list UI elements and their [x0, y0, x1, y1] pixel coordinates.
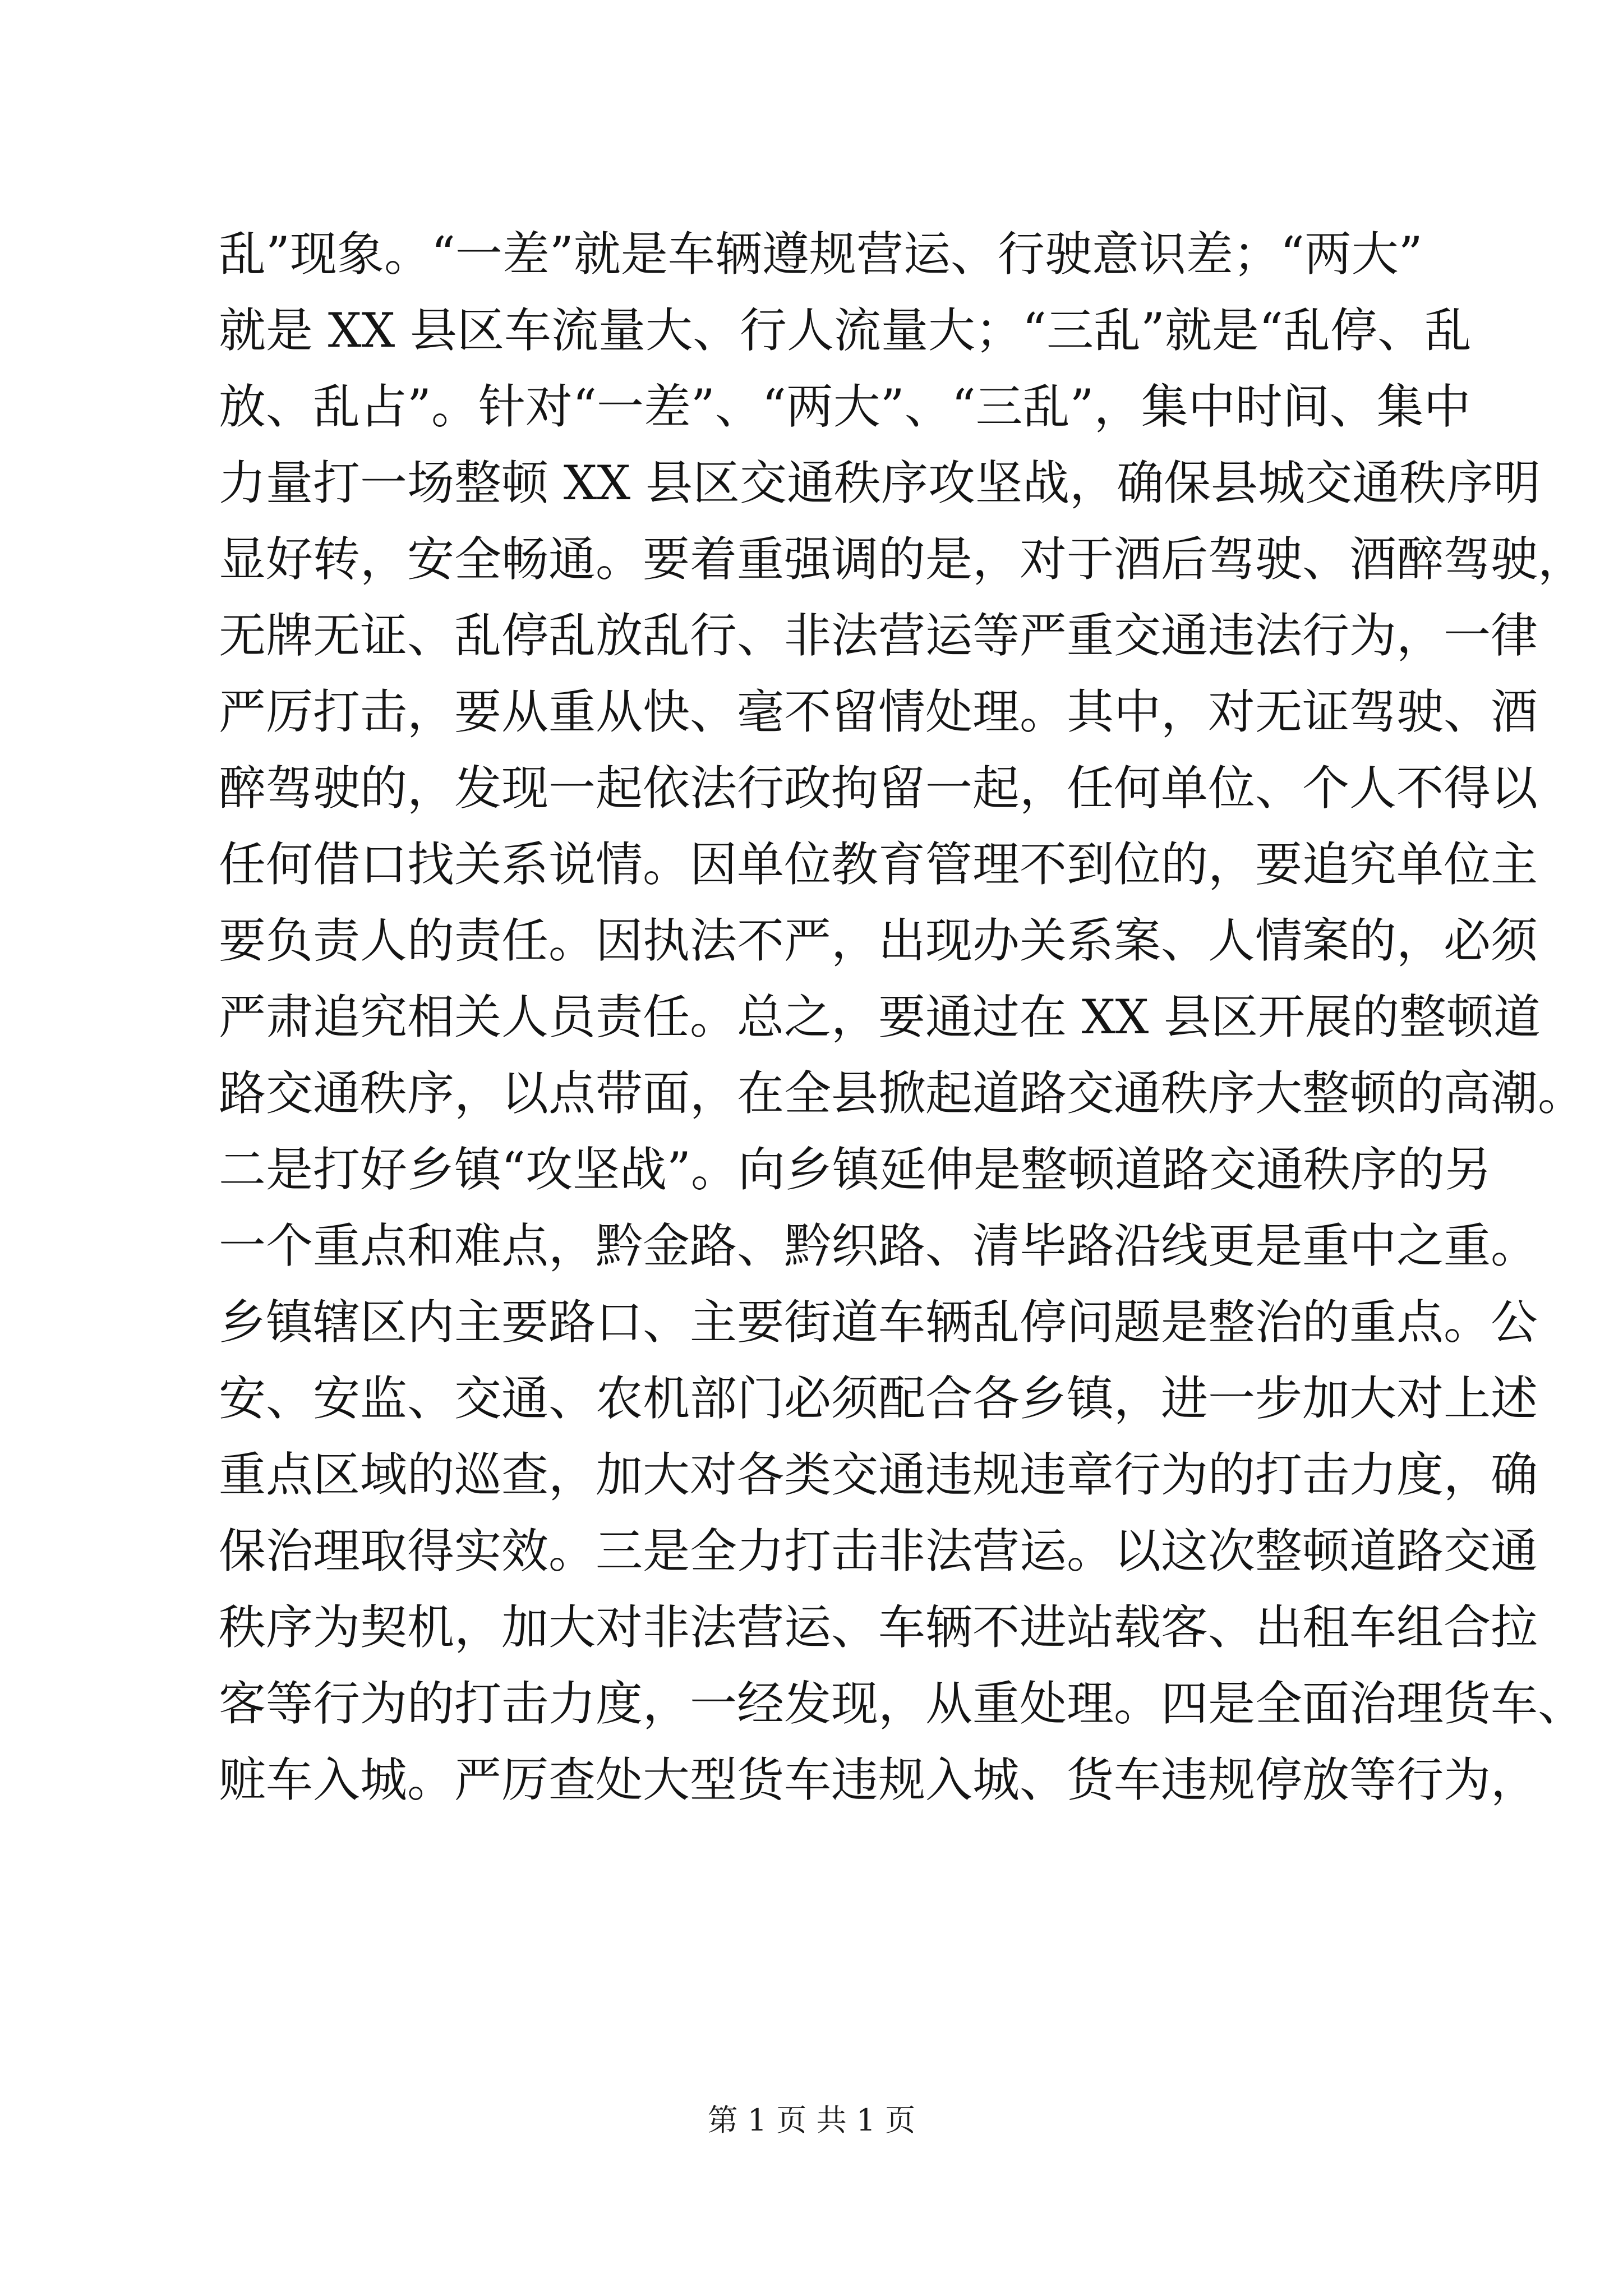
text-line: 力量打一场整顿 XX 县区交通秩序攻坚战，确保县城交通秩序明: [219, 455, 1541, 510]
text-line: 就是 XX 县区车流量大、行人流量大；“三乱”就是“乱停、乱: [219, 303, 1472, 358]
text-line: 任何借口找关系说情。因单位教育管理不到位的，要追究单位主: [219, 837, 1538, 892]
text-line: 无牌无证、乱停乱放乱行、非法营运等严重交通违法行为，一律: [219, 608, 1538, 663]
text-line: 路交通秩序，以点带面，在全县掀起道路交通秩序大整顿的高潮。: [219, 1066, 1585, 1121]
text-line: 要负责人的责任。因执法不严，出现办关系案、人情案的，必须: [219, 913, 1538, 968]
text-line: 赃车入城。严厉查处大型货车违规入城、货车违规停放等行为，: [219, 1752, 1538, 1807]
text-line: 严肃追究相关人员责任。总之，要通过在 XX 县区开展的整顿道: [219, 990, 1541, 1045]
text-line: 乡镇辖区内主要路口、主要街道车辆乱停问题是整治的重点。公: [219, 1295, 1538, 1350]
text-line: 秩序为契机，加大对非法营运、车辆不进站载客、出租车组合拉: [219, 1600, 1538, 1655]
body-text: [219, 216, 1585, 1818]
text-line: 一个重点和难点，黔金路、黔织路、清毕路沿线更是重中之重。: [219, 1218, 1538, 1273]
text-line: 二是打好乡镇“攻坚战”。向乡镇延伸是整顿道路交通秩序的另: [219, 1142, 1492, 1197]
text-line: 重点区域的巡查，加大对各类交通违规违章行为的打击力度，确: [219, 1447, 1538, 1502]
text-line: 乱”现象。“一差”就是车辆遵规营运、行驶意识差；“两大”: [219, 227, 1423, 282]
text-line: 放、乱占”。针对“一差”、“两大”、“三乱”，集中时间、集中: [219, 379, 1471, 434]
text-line: 醉驾驶的，发现一起依法行政拘留一起，任何单位、个人不得以: [219, 761, 1538, 816]
text-line: 安、安监、交通、农机部门必须配合各乡镇，进一步加大对上述: [219, 1371, 1538, 1426]
text-line: 客等行为的打击力度，一经发现，从重处理。四是全面治理货车、: [219, 1676, 1585, 1731]
text-line: 保治理取得实效。三是全力打击非法营运。以这次整顿道路交通: [219, 1524, 1538, 1579]
text-line: 显好转，安全畅通。要着重强调的是，对于酒后驾驶、酒醉驾驶，: [219, 532, 1585, 587]
text-line: 严厉打击，要从重从快、毫不留情处理。其中，对无证驾驶、酒: [219, 684, 1538, 739]
page-footer: 第 1 页 共 1 页: [707, 2102, 916, 2138]
